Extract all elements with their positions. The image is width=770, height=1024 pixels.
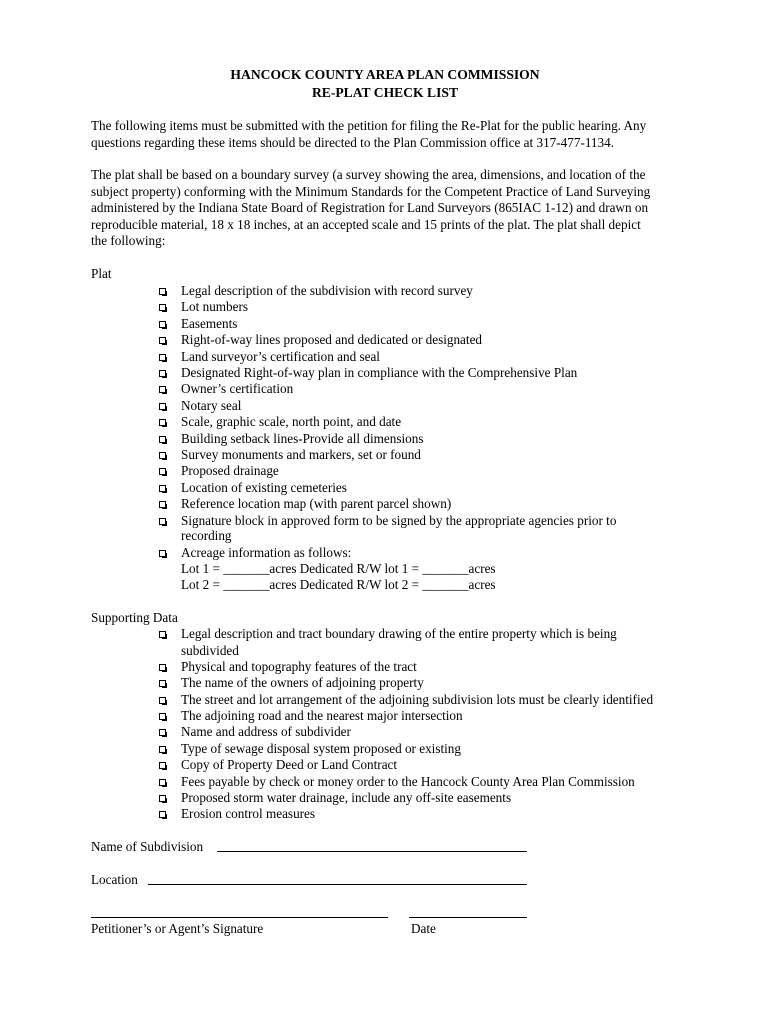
checkbox-icon[interactable] [159, 631, 166, 638]
checklist-item-label: Easements [181, 315, 238, 331]
checklist-item-label: The name of the owners of adjoining property [181, 675, 424, 691]
checkbox-icon[interactable] [159, 811, 166, 818]
document-title: HANCOCK COUNTY AREA PLAN COMMISSION [230, 67, 540, 82]
checkbox-icon[interactable] [159, 680, 166, 687]
date-label: Date [411, 921, 436, 936]
checklist-item-label: Proposed storm water drainage, include any off-site easements [181, 790, 512, 805]
checkbox-icon[interactable] [159, 436, 166, 443]
intro-p2-line: administered by the Indiana State Board of Registration for Land Surveyors (865IAC 1-12) and drawn on [91, 200, 649, 215]
checkbox-icon[interactable] [159, 419, 166, 426]
intro-p1-line: questions regarding these items should be directed to the Plan Commission office at 317-477-1134. [91, 134, 615, 150]
location-label: Location [91, 872, 138, 887]
checkbox-icon[interactable] [159, 468, 166, 475]
intro-p1-line: The following items must be submitted with the petition for filing the Re-Plat for the public hearing. Any [91, 118, 647, 133]
checklist-item-label: Fees payable by check or money order to the Hancock County Area Plan Commission [181, 773, 635, 789]
signature-field[interactable] [91, 917, 388, 918]
checkbox-icon[interactable] [159, 664, 166, 671]
checkbox-icon[interactable] [159, 354, 166, 361]
checkbox-icon[interactable] [159, 795, 166, 802]
supporting-item-continuation: subdivided [181, 643, 239, 658]
checklist-item-label: Acreage information as follows: [181, 545, 352, 561]
location-field[interactable] [148, 884, 527, 885]
checklist-item-label: Legal description and tract boundary drawing of the entire property which is being [181, 626, 617, 641]
checkbox-icon[interactable] [159, 697, 166, 704]
checkbox-icon[interactable] [159, 386, 166, 393]
checklist-item-label: The street and lot arrangement of the adjoining subdivision lots must be clearly identified [181, 691, 654, 707]
checkbox-icon[interactable] [159, 501, 166, 508]
subdivision-name-label: Name of Subdivision [91, 839, 204, 854]
checkbox-icon[interactable] [159, 746, 166, 753]
checkbox-icon[interactable] [159, 713, 166, 720]
date-field[interactable] [409, 917, 527, 918]
checkbox-icon[interactable] [159, 337, 166, 344]
checkbox-icon[interactable] [159, 518, 166, 525]
checklist-item-label: Location of existing cemeteries [181, 479, 347, 495]
checklist-item-label: The adjoining road and the nearest major intersection [181, 708, 463, 723]
checkbox-icon[interactable] [159, 288, 166, 295]
checklist-item-label: Scale, graphic scale, north point, and date [181, 414, 402, 430]
checklist-item-label: Owner’s certification [181, 381, 294, 397]
checklist-item-label: Right-of-way lines proposed and dedicated or designated [181, 332, 483, 348]
intro-paragraph-2 [91, 167, 691, 250]
checklist-item-label: Designated Right-of-way plan in compliance with the Comprehensive Plan [181, 365, 578, 380]
document-subtitle: RE-PLAT CHECK LIST [311, 85, 459, 100]
checklist-item-label: Proposed drainage [181, 463, 279, 479]
checkbox-icon[interactable] [159, 762, 166, 769]
plat-heading: Plat [91, 266, 112, 281]
checklist-item-label: Land surveyor’s certification and seal [181, 348, 380, 364]
checkbox-icon[interactable] [159, 729, 166, 736]
acreage-lot-2: Lot 2 = _______acres Dedicated R/W lot 2 = _______acres [181, 577, 496, 592]
checklist-item-label: Physical and topography features of the tract [181, 658, 417, 674]
checkbox-icon[interactable] [159, 304, 166, 311]
acreage-lot-1: Lot 1 = _______acres Dedicated R/W lot 1 = _______acres [181, 561, 496, 576]
checkbox-icon[interactable] [159, 485, 166, 492]
signature-label: Petitioner’s or Agent’s Signature [91, 921, 264, 936]
checkbox-icon[interactable] [159, 452, 166, 459]
checkbox-icon[interactable] [159, 779, 166, 786]
checklist-item-label: Name and address of subdivider [181, 724, 351, 740]
checklist-item-label: Type of sewage disposal system proposed or existing [181, 740, 461, 756]
intro-p2-line: the following: [91, 233, 166, 248]
checklist-item-label: Notary seal [181, 397, 242, 413]
checklist-item-label: Building setback lines-Provide all dimensions [181, 430, 424, 446]
checklist-item-label: Copy of Property Deed or Land Contract [181, 757, 398, 773]
checkbox-icon[interactable] [159, 550, 166, 557]
intro-p2-line: subject property) conforming with the Minimum Standards for the Competent Practice of Land Surveying [91, 183, 651, 199]
plat-item-continuation: recording [181, 528, 232, 543]
checklist-item-label: Reference location map (with parent parcel shown) [181, 496, 452, 512]
checklist-item-label: Legal description of the subdivision with record survey [181, 283, 473, 298]
checkbox-icon[interactable] [159, 321, 166, 328]
supporting-data-heading: Supporting Data [91, 610, 178, 625]
intro-p2-line: The plat shall be based on a boundary survey (a survey showing the area, dimensions, and location of the [91, 167, 646, 182]
subdivision-name-field[interactable] [217, 851, 527, 852]
intro-p2-line: reproducible material, 18 x 18 inches, at an accepted scale and 15 prints of the plat. The plat shall depict [91, 216, 641, 232]
checkbox-icon[interactable] [159, 403, 166, 410]
checklist-item-label: Erosion control measures [181, 806, 316, 822]
checklist-item-label: Lot numbers [181, 299, 249, 315]
checklist-item-label: Survey monuments and markers, set or found [181, 447, 421, 462]
checkbox-icon[interactable] [159, 370, 166, 377]
intro-paragraph-1 [91, 118, 691, 151]
checklist-item-label: Signature block in approved form to be signed by the appropriate agencies prior to [181, 512, 617, 528]
